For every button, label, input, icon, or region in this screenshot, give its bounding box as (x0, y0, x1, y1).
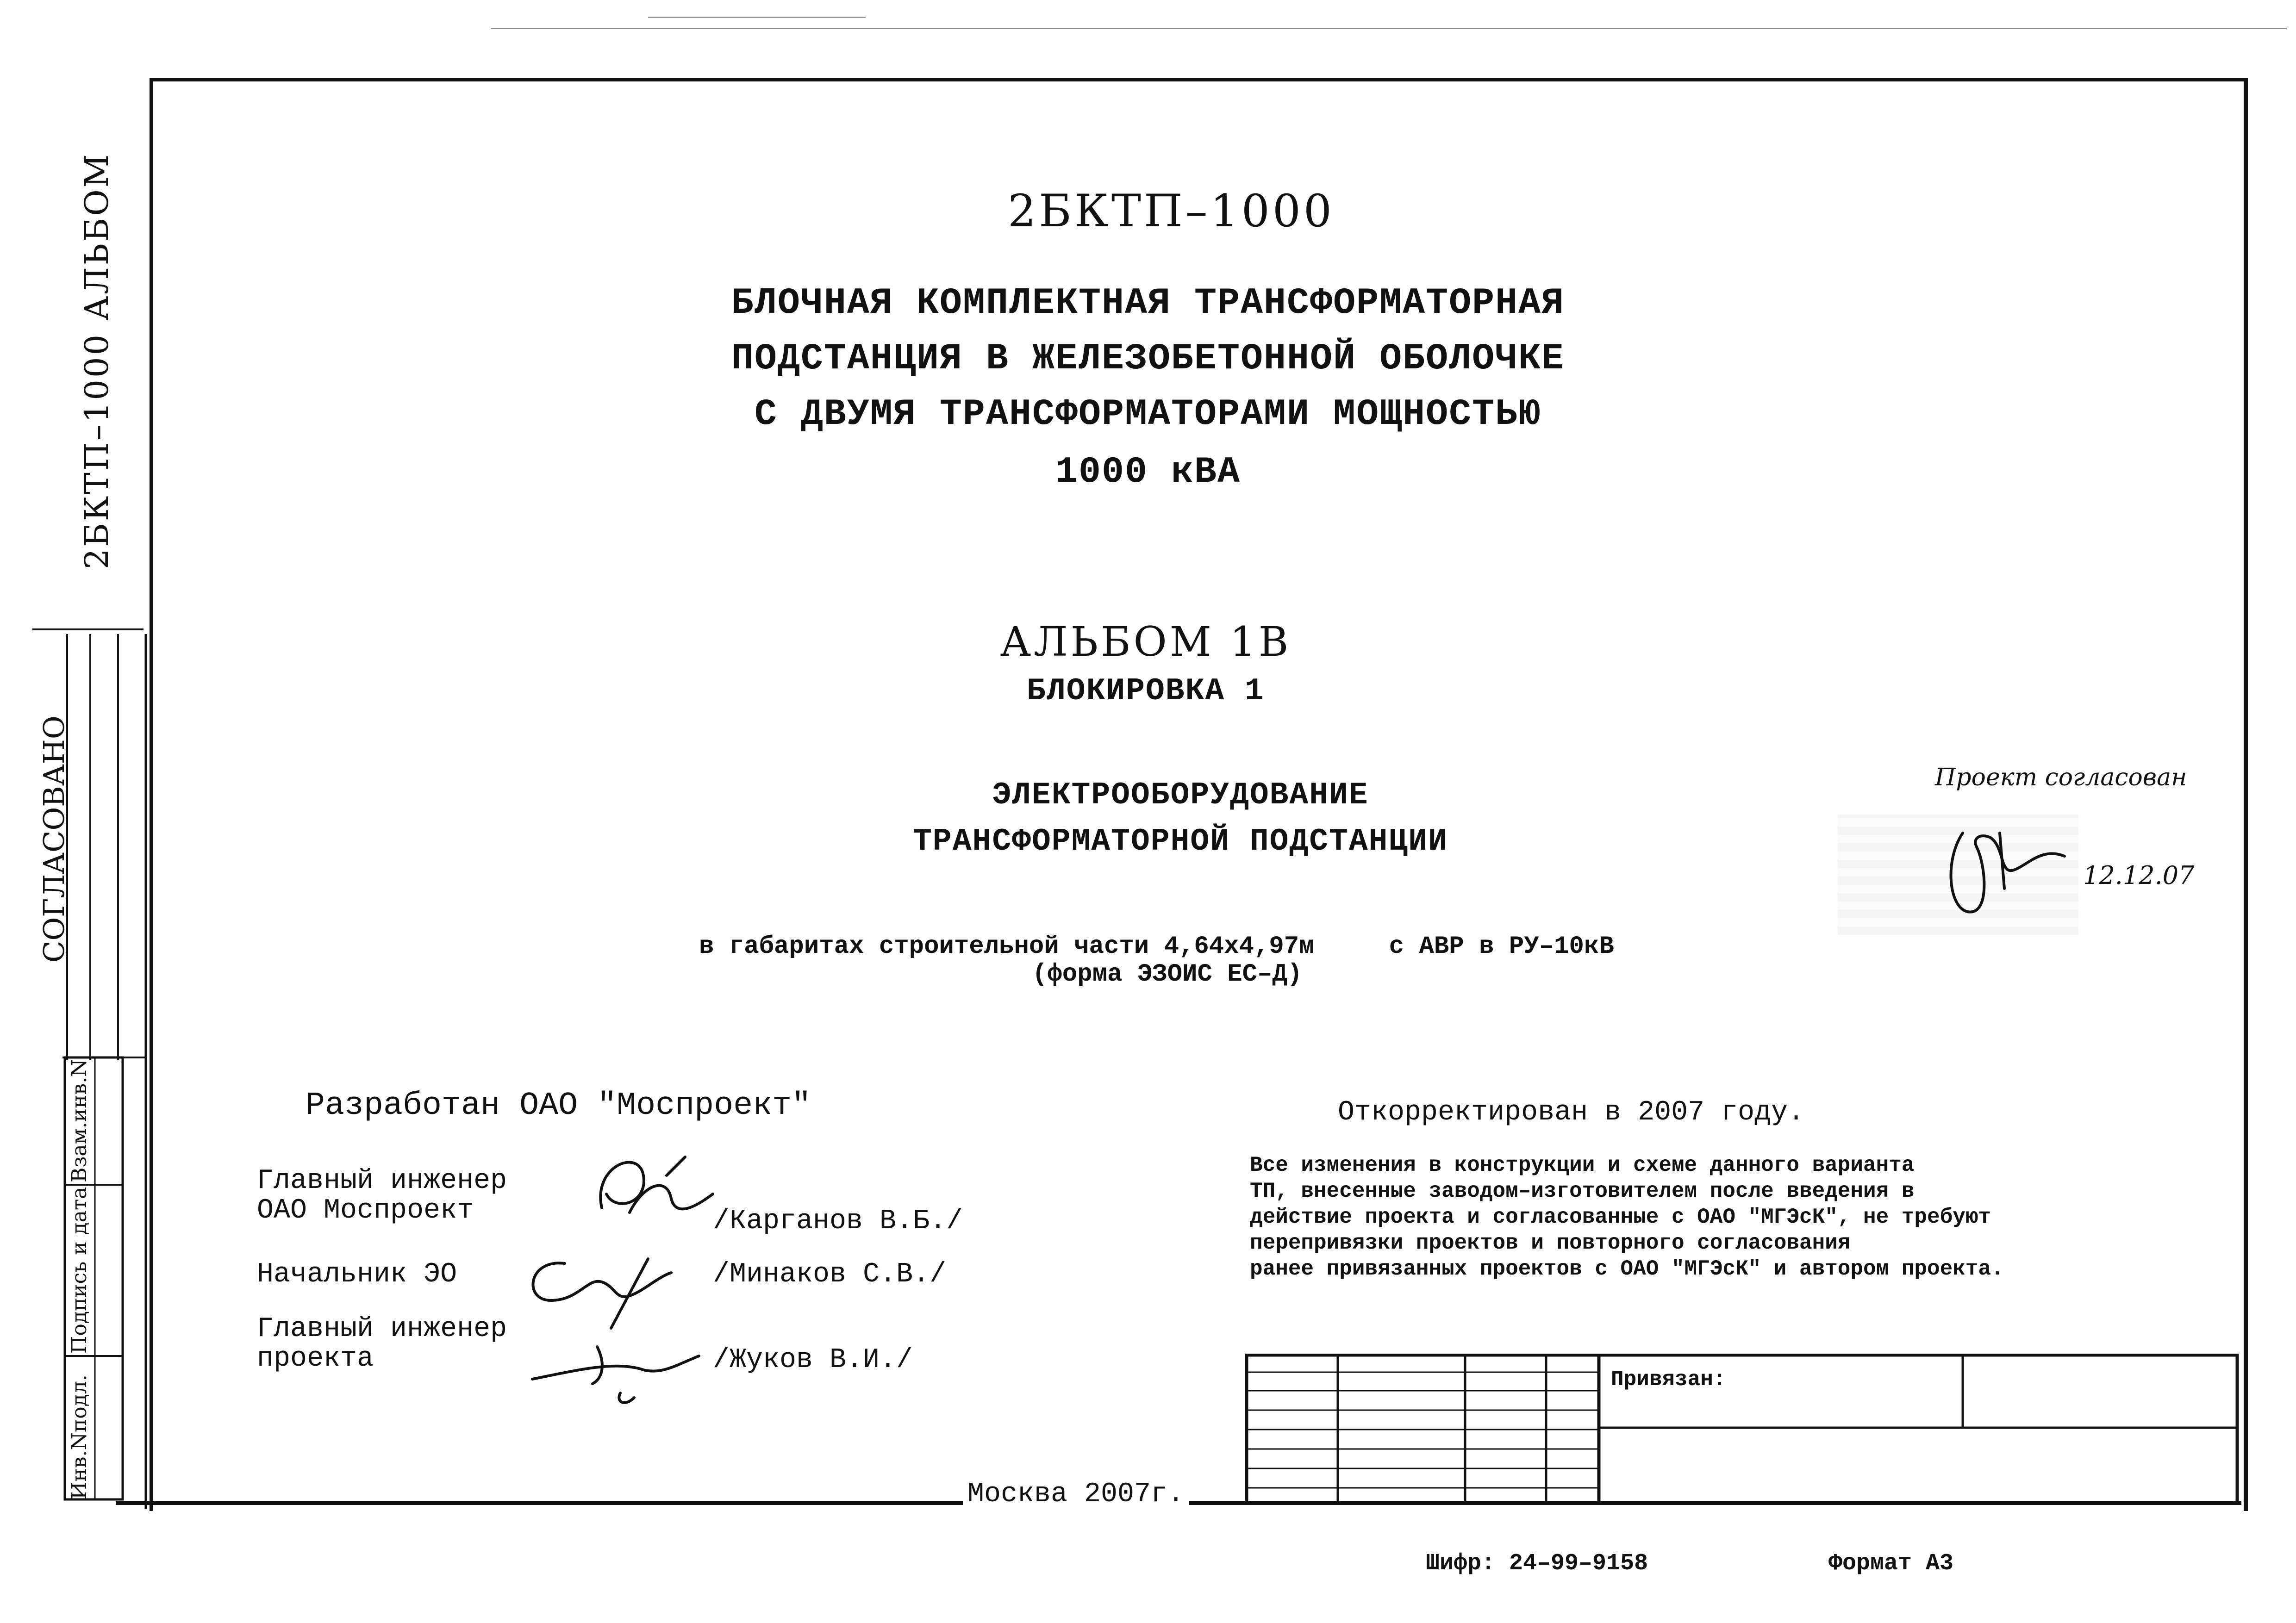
document-code: 2БКТП–1000 (1008, 185, 1335, 237)
replacement-inv-label: Взам.инв.N (68, 1059, 91, 1182)
correction-notes (1250, 1152, 2004, 1282)
title-line-1: БЛОЧНАЯ КОМПЛЕКТНАЯ ТРАНСФОРМАТОРНАЯ (731, 282, 1565, 324)
form-line: (форма ЭЗОИС ЕС–Д) (1032, 960, 1303, 989)
signatory-3-role-line-2: проекта (257, 1343, 374, 1374)
scan-line (648, 17, 866, 18)
approval-stamp (1824, 764, 2213, 949)
developer-heading: Разработан ОАО "Моспроект" (306, 1088, 811, 1124)
note-line-1: Все изменения в конструкции и схеме данного варианта (1250, 1153, 1915, 1177)
top-rule (491, 28, 2287, 29)
format: Формат А3 (1828, 1550, 1954, 1577)
note-line-3: действие проекта и согласованные с ОАО "МГЭсК", не требуют (1250, 1205, 1991, 1229)
signatory-3-name: /Жуков В.И./ (713, 1344, 913, 1376)
album-label: АЛЬБОМ 1В (1000, 618, 1292, 665)
signatory-1-role-line-1: Главный инженер (257, 1165, 507, 1197)
signatory-3-role-line-1: Главный инженер (257, 1313, 507, 1345)
title-line-4: 1000 кВА (1055, 451, 1241, 493)
signature-3-icon (523, 1319, 718, 1412)
agreed-label: СОГЛАСОВАНО (37, 715, 71, 963)
blocking-label: БЛОКИРОВКА 1 (1027, 673, 1265, 709)
city-year: Москва 2007г. (963, 1479, 1189, 1510)
signature-2-icon (509, 1231, 685, 1333)
correction-heading: Откорректирован в 2007 году. (1338, 1097, 1805, 1128)
approval-handwritten-text: Проект согласован (1935, 764, 2187, 791)
title-line-2: ПОДСТАНЦИЯ В ЖЕЛЕЗОБЕТОННОЙ ОБОЛОЧКЕ (731, 338, 1565, 380)
signatory-2-name: /Минаков С.В./ (713, 1259, 947, 1290)
section-line-2: ТРАНСФОРМАТОРНОЙ ПОДСТАНЦИИ (913, 824, 1448, 859)
title-line-3: С ДВУМЯ ТРАНСФОРМАТОРАМИ МОЩНОСТЬЮ (754, 393, 1542, 435)
spine-text: 2БКТП–1000 АЛЬБОМ (78, 152, 116, 569)
inv-no-label: Инв.Nподл. (68, 1374, 91, 1499)
title-block-grid (1245, 1354, 2240, 1506)
signatory-3-role (257, 1314, 507, 1374)
signatory-1-role (257, 1166, 507, 1225)
approval-signature-icon (1935, 805, 2092, 926)
bound-label: Привязан: (1611, 1368, 1726, 1392)
signature-date-label: Подпись и дата (68, 1187, 91, 1354)
signatory-1-name: /Карганов В.Б./ (713, 1206, 963, 1237)
section-line-1: ЭЛЕКТРООБОРУДОВАНИЕ (992, 777, 1369, 813)
signatory-2-role: Начальник ЭО (257, 1259, 457, 1290)
signatory-1-role-line-2: ОАО Моспроект (257, 1195, 474, 1226)
note-line-4: перепривязки проектов и повторного согласования (1250, 1231, 1851, 1255)
note-line-2: ТП, внесенные заводом–изготовителем после введения в (1250, 1179, 1915, 1203)
note-line-5: ранее привязанных проектов с ОАО "МГЭсК" и автором проекта. (1250, 1257, 2004, 1281)
cipher: Шифр: 24–99–9158 (1426, 1550, 1648, 1577)
dimensions-line: в габаритах строительной части 4,64х4,97м с АВР в РУ–10кВ (699, 933, 1614, 961)
approval-date: 12.12.07 (2083, 861, 2195, 890)
